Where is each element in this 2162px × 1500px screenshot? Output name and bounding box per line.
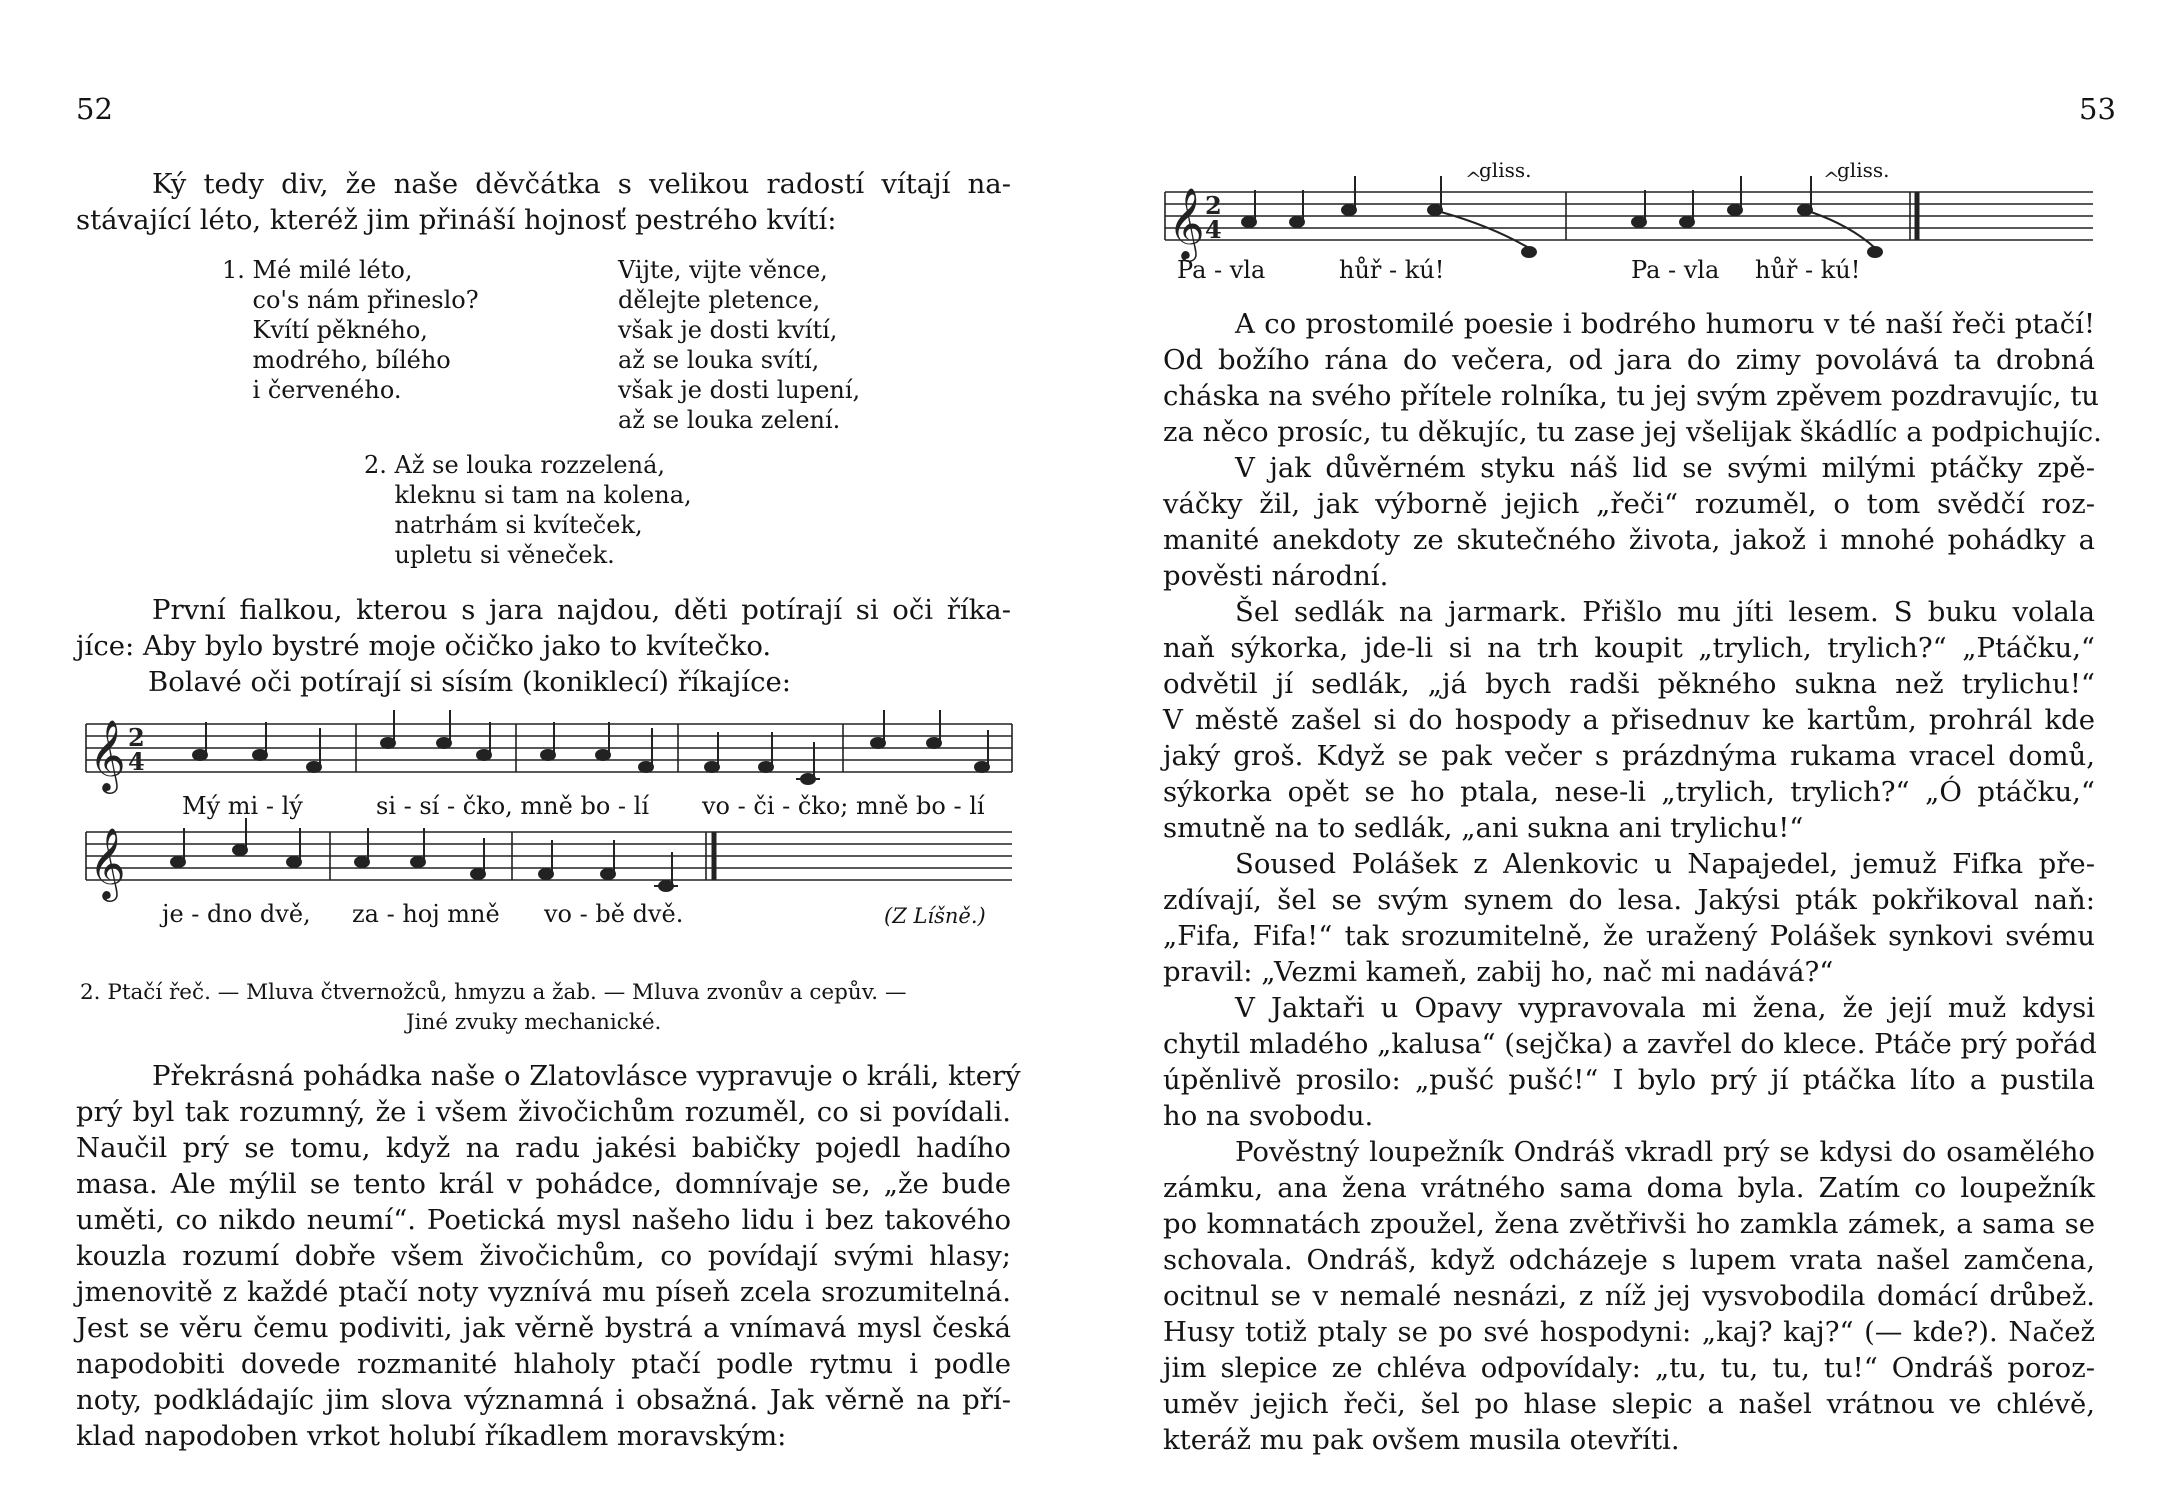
text-line: zdívají, šel se svým synem do lesa. Jakýsi pták pokřikoval naň: bbox=[1163, 884, 2095, 916]
right-page bbox=[1081, 0, 2162, 1500]
staff-pavla bbox=[1165, 192, 2093, 240]
text-line: pověsti národní. bbox=[1163, 560, 1389, 592]
text-line: sýkorka opět se ho ptala, nese-li „trylich, trylich?“ „Ó ptáčku,“ bbox=[1163, 776, 2095, 808]
text-line: noty, podkládajíc jim slova významná i obsažná. Jak věrně na pří- bbox=[76, 1384, 1011, 1416]
lyrics: Pa - vla bbox=[1177, 256, 1266, 284]
text-line: zámku, ana žena vrátného sama doma byla. Zatím co loupežník bbox=[1163, 1172, 2095, 1204]
text-line: kouzla rozumí dobře všem živočichům, co povídají svými hlasy; bbox=[76, 1240, 1011, 1272]
text-line: chytil mladého „kalusa“ (sejčka) a zavřel do klece. Ptáče prý pořád bbox=[1163, 1028, 2097, 1060]
poem-stanza-1-right: Vijte, vijte věnce, dělejte pletence, však je dosti kvítí, až se louka svítí, však je dosti lupení, až se louka zelení. bbox=[618, 256, 861, 434]
svg-text:4: 4 bbox=[128, 747, 145, 776]
treble-clef-icon: 𝄞 bbox=[1168, 186, 1205, 259]
text-line: masa. Ale mýlil se tento král v pohádce, domnívaje se, „že bude bbox=[76, 1168, 1011, 1200]
text-line: V jak důvěrném styku náš lid se svými milými ptáčky zpě- bbox=[1235, 452, 2095, 484]
svg-text:4: 4 bbox=[1205, 215, 1222, 244]
text-line: Naučil prý se tomu, když na radu jakési babičky pojedl hadího bbox=[76, 1132, 1011, 1164]
text-line: váčky žil, jak výborně jejich „řeči“ rozuměl, o tom svědčí roz- bbox=[1163, 488, 2095, 520]
svg-text:^: ^ bbox=[1465, 167, 1482, 191]
lyrics: hůř - kú! bbox=[1755, 256, 1861, 284]
svg-text:2: 2 bbox=[128, 723, 145, 752]
text-line: za něco prosíc, tu děkujíc, tu zase jej všelijak škádlíc a podpichujíc. bbox=[1163, 416, 2102, 448]
ondras-paragraph bbox=[1163, 1134, 2095, 1458]
text-line: prý byl tak rozumný, že i všem živočichům rozuměl, co si povídali. bbox=[76, 1096, 1011, 1128]
sedlak-paragraph bbox=[1163, 594, 2095, 846]
text-line: schovala. Ondráš, když odcházeje s lupem vrata našel zamčena, bbox=[1163, 1244, 2095, 1276]
gliss-marking: gliss. bbox=[1479, 158, 1532, 182]
text-line: Soused Polášek z Alenkovic u Napajedel, jemuž Fifka pře- bbox=[1235, 848, 2095, 880]
polasek-paragraph bbox=[1163, 846, 2095, 990]
lyrics: je - dno dvě, bbox=[162, 900, 311, 928]
text-line: Překrásná pohádka naše o Zlatovlásce vypravuje o králi, který bbox=[152, 1060, 1021, 1092]
treble-clef-icon: 𝄞 bbox=[89, 718, 126, 791]
lyrics: vo - či - čko; mně bo - lí bbox=[702, 792, 985, 820]
text-line: Husy totiž ptaly se po své hospodyni: „kaj? kaj?“ (— kde?). Načež bbox=[1163, 1316, 2095, 1348]
text-line: ho na svobodu. bbox=[1163, 1100, 1374, 1132]
poem-stanza-2: 2. Až se louka rozzelená, kleknu si tam na kolena, natrhám si kvíteček, upletu si věneček. bbox=[364, 451, 692, 569]
text-line: jíce: Aby bylo bystré moje očičko jako to kvítečko. bbox=[76, 630, 772, 662]
staff-1 bbox=[86, 724, 1012, 772]
lyrics: hůř - kú! bbox=[1339, 256, 1445, 284]
notes-staff-1 bbox=[193, 710, 989, 784]
text-line: uměti, co nikdo neumí“. Poetická mysl našeho lidu i bez takového bbox=[76, 1204, 1011, 1236]
gliss-marking: gliss. bbox=[1837, 158, 1890, 182]
text-line: jim slepice ze chléva odpovídaly: „tu, tu, tu, tu!“ Ondráš poroz- bbox=[1163, 1352, 2095, 1384]
section-heading: Jiné zvuky mechanické. bbox=[406, 1010, 662, 1035]
zlatovlaska-paragraph bbox=[76, 1058, 1021, 1454]
music-source: (Z Líšně.) bbox=[884, 904, 986, 928]
svg-text:2: 2 bbox=[1205, 191, 1222, 220]
text-line: Jest se věru čemu podiviti, jak věrně bystrá a vnímavá mysl česká bbox=[76, 1312, 1011, 1344]
text-line: Pověstný loupežník Ondráš vkradl prý se kdysi do osamělého bbox=[1235, 1136, 2095, 1168]
text-line: V Jaktaři u Opavy vypravovala mi žena, že její muž kdysi bbox=[1235, 992, 2095, 1024]
jaktar-paragraph bbox=[1163, 990, 2095, 1134]
section-heading: 2. Ptačí řeč. — Mluva čtvernožců, hmyzu a žab. — Mluva zvonův a cepův. — bbox=[80, 980, 907, 1005]
text-line: První fialkou, kterou s jara najdou, děti potírají si oči říka- bbox=[152, 594, 1011, 626]
text-line: Od božího rána do večera, od jara do zimy povolává ta drobná bbox=[1163, 344, 2095, 376]
svg-text:𝄞: 𝄞 bbox=[89, 826, 126, 899]
lyrics: Pa - vla bbox=[1631, 256, 1720, 284]
text-line: Ký tedy div, že naše děvčátka s velikou radostí vítají na- bbox=[152, 168, 1011, 200]
poesie-paragraph bbox=[1163, 306, 2102, 450]
text-line: uměv jejich řeči, šel po hlase slepic a našel vrátnou ve chlévě, bbox=[1163, 1388, 2095, 1420]
text-line: manité anekdoty ze skutečného života, jakož i mnohé pohádky a bbox=[1163, 524, 2095, 556]
svg-text:^: ^ bbox=[1823, 167, 1840, 191]
text-line: napodobiti dovede rozmanité hlaholy ptačí podle rytmu i podle bbox=[76, 1348, 1011, 1380]
lyrics: vo - bě dvě. bbox=[544, 900, 684, 928]
text-line: jaký groš. Když se pak večer s prázdnýma rukama vracel domů, bbox=[1163, 740, 2095, 772]
text-line: V městě zašel si do hospody a přisednuv ke kartům, prohrál kde bbox=[1163, 704, 2095, 736]
text-line: A co prostomilé poesie i bodrého humoru v té naší řeči ptačí! bbox=[1235, 308, 2095, 340]
text-line: jmenovitě z každé ptačí noty vyznívá mu píseň zcela srozumitelná. bbox=[76, 1276, 1011, 1308]
lyrics: Mý mi - lý bbox=[182, 792, 303, 820]
text-line: kteráž mu pak ovšem musila otevříti. bbox=[1163, 1424, 1680, 1456]
styku-paragraph bbox=[1163, 450, 2095, 594]
page-number: 53 bbox=[2079, 92, 2116, 126]
text-line: po komnatách zpoužel, žena zvětřivši ho zamkla zámek, a sama se bbox=[1163, 1208, 2095, 1240]
lyrics: si - sí - čko, mně bo - lí bbox=[376, 792, 649, 820]
text-line: cháska na svého přítele rolníka, tu jej svým zpěvem pozdravujíc, tu bbox=[1163, 380, 2100, 412]
text-line: Šel sedlák na jarmark. Přišlo mu jíti lesem. S buku volala bbox=[1235, 596, 2095, 628]
text-line: úpěnlivě prosilo: „pušć pušć!“ I bylo prý jí ptáčka líto a pustila bbox=[1163, 1064, 2095, 1096]
page-number: 52 bbox=[76, 92, 113, 126]
text-line: odvětil jí sedlák, „já bych radši pěkného sukna než trylichu!“ bbox=[1163, 668, 2095, 700]
text-line: Bolavé oči potírají si sísím (koniklecí) říkajíce: bbox=[148, 666, 792, 698]
lyrics: za - hoj mně bbox=[352, 900, 500, 928]
text-line: „Fifa, Fifa!“ tak srozumitelně, že uražený Polášek synkovi svému bbox=[1163, 920, 2095, 952]
text-line: pravil: „Vezmi kameň, zabij ho, nač mi nadává?“ bbox=[1163, 956, 1834, 988]
text-line: klad napodoben vrkot holubí říkadlem moravským: bbox=[76, 1420, 787, 1452]
text-line: stávající léto, kteréž jim přináší hojnosť pestrého kvítí: bbox=[76, 204, 837, 236]
poem-stanza-1-left: 1. Mé milé léto, co's nám přineslo? Kvítí pěkného, modrého, bílého i červeného. bbox=[222, 256, 479, 404]
text-line: smutně na to sedlák, „ani sukna ani trylichu!“ bbox=[1163, 812, 1804, 844]
text-line: naň sýkorka, jde-li si na trh koupit „trylich, trylich?“ „Ptáčku,“ bbox=[1163, 632, 2095, 664]
text-line: ocitnul se v nemalé nesnázi, z níž jej vysvobodila domácí drůbež. bbox=[1163, 1280, 2095, 1312]
